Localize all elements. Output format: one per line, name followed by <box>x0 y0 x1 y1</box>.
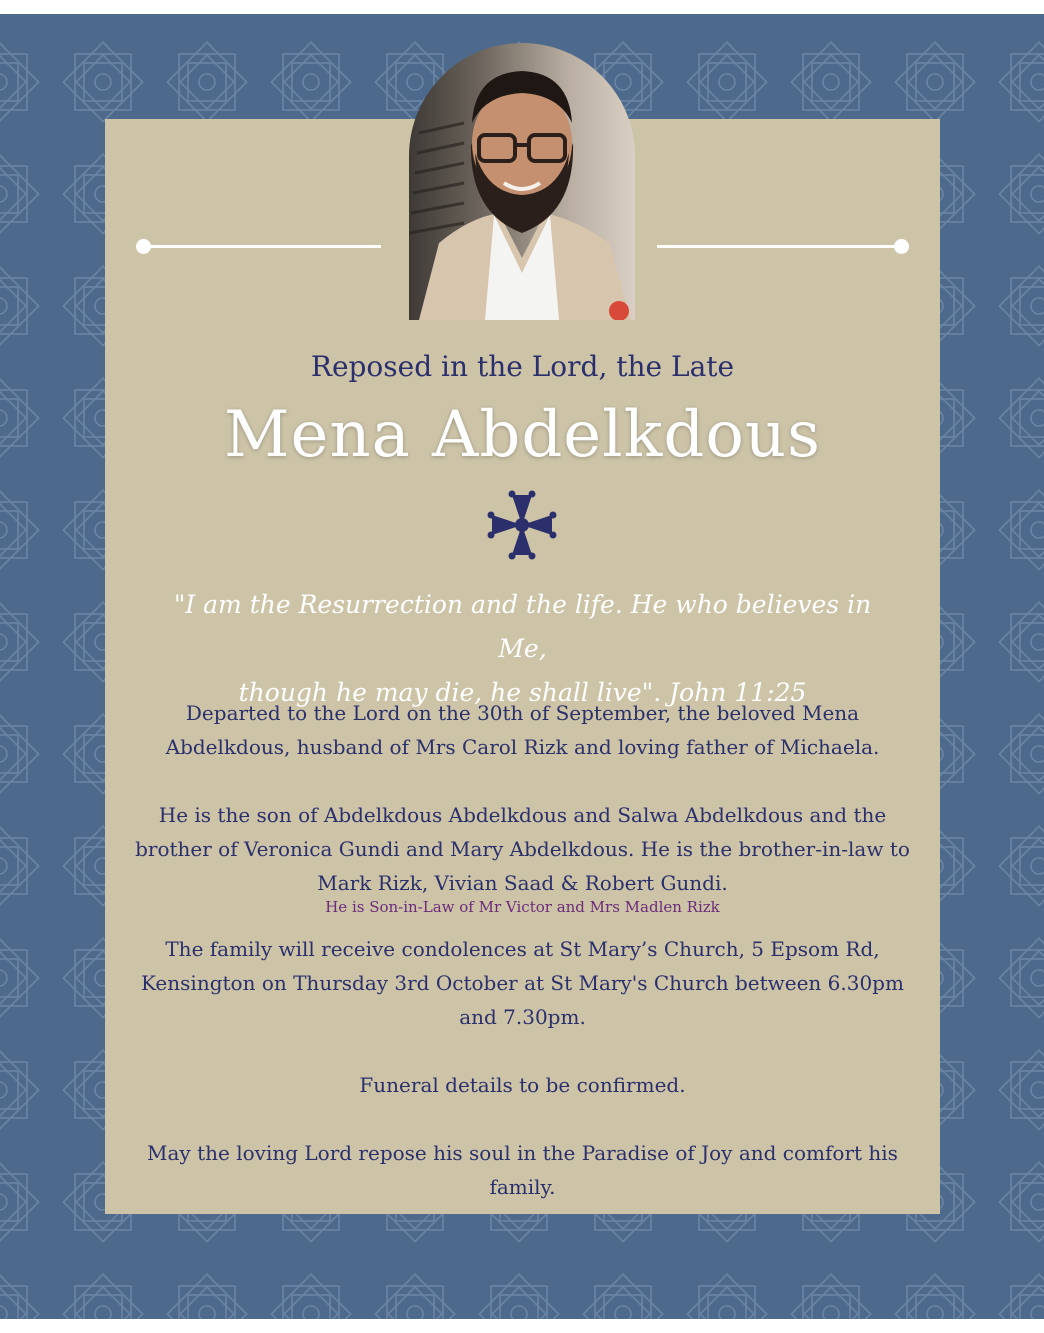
rule-end-dot <box>136 239 151 254</box>
rule-end-dot <box>894 239 909 254</box>
notice-frame <box>0 14 1044 1319</box>
decorative-rule-left <box>143 245 381 248</box>
family-paragraph: He is the son of Abdelkdous Abdelkdous and Salwa Abdelkdous and the brother of Veronica Gundi and Mary Abdelkdous. He is the brother-in-law to Mark Rizk, Vivian Saad & Robert Gundi. <box>135 803 910 895</box>
deceased-name: Mena Abdelkdous <box>224 398 821 472</box>
portrait-photo <box>409 43 635 320</box>
decorative-rule-right <box>657 245 902 248</box>
funeral-paragraph: Funeral details to be confirmed. <box>359 1073 686 1097</box>
coptic-cross-icon <box>484 487 560 563</box>
notice-subtitle: Reposed in the Lord, the Late <box>310 350 735 383</box>
verse-line-1: "I am the Resurrection and the life. He who believes in Me, <box>173 590 872 663</box>
verse-line-2: though he may die, he shall live". John 11:25 <box>238 678 807 707</box>
condolences-paragraph: The family will receive condolences at St Mary’s Church, 5 Epsom Rd, Kensington on Thursday 3rd October at St Mary's Church between 6.30pm and 7.30pm. <box>141 937 904 1029</box>
prayer-paragraph: May the loving Lord repose his soul in the Paradise of Joy and comfort his family. <box>147 1141 898 1199</box>
departed-paragraph: Departed to the Lord on the 30th of September, the beloved Mena Abdelkdous, husband of Mrs Carol Rizk and loving father of Michaela. <box>165 701 880 759</box>
son-in-law-note: He is Son-in-Law of Mr Victor and Mrs Madlen Rizk <box>325 898 720 916</box>
